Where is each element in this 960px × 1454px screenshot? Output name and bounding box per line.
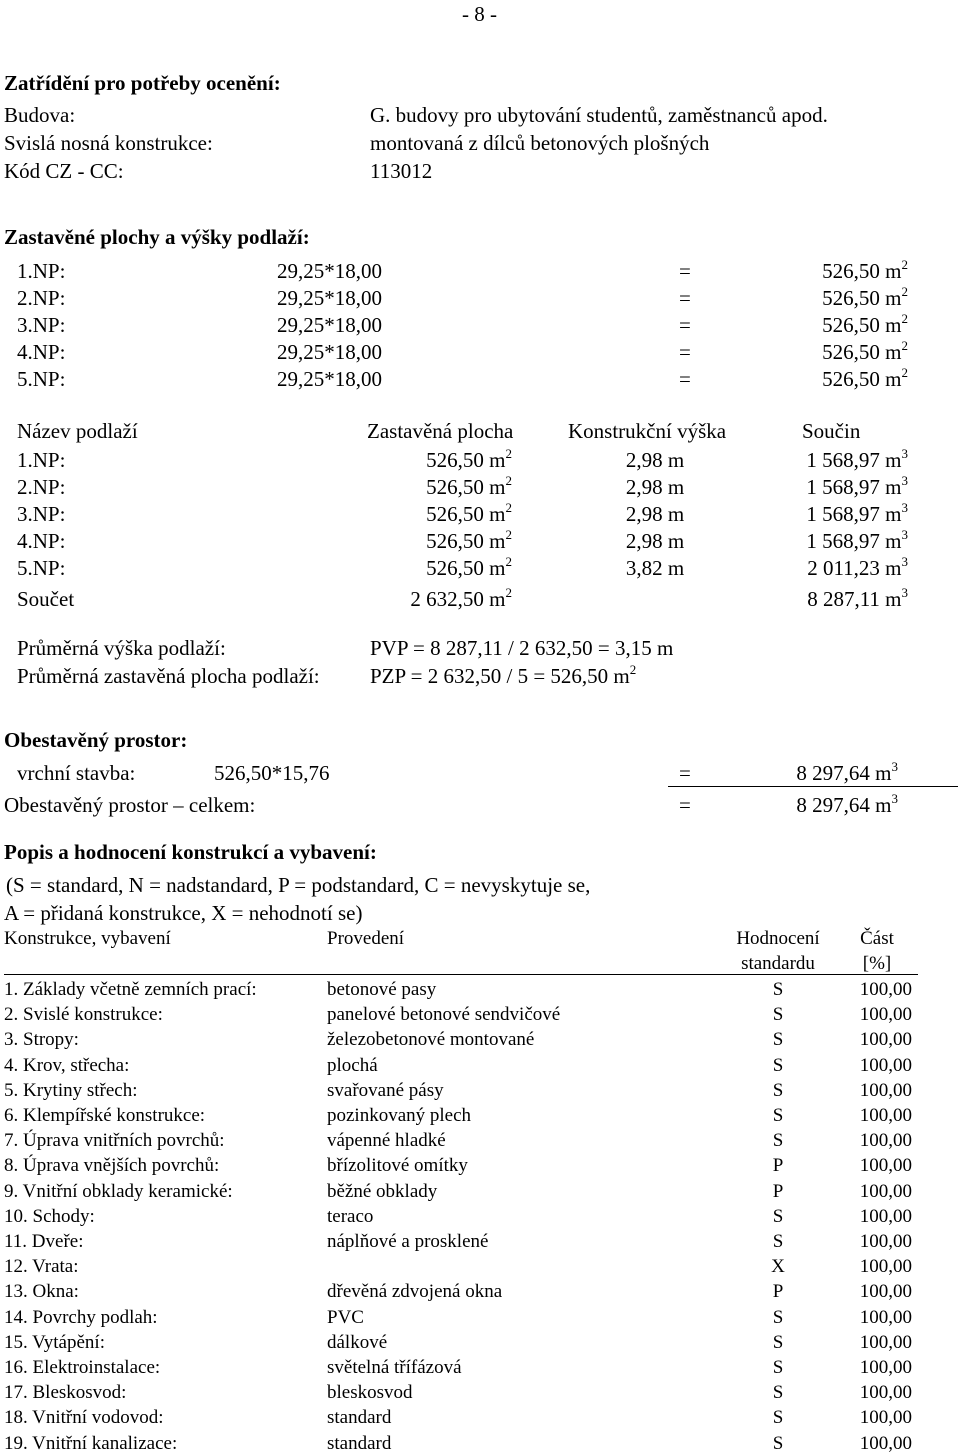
total-area: 2 632,50 $m^2$ [410,585,512,611]
construction-name: 15. Vytápění: [4,1331,105,1353]
construction-rating: S [772,1306,784,1328]
construction-share: 100,00 [859,1281,912,1303]
value-text: 526,50 m [822,367,902,391]
construction-share: 100,00 [859,1306,912,1328]
construction-rating: S [772,1407,784,1429]
volume-total-eq: = [679,793,691,817]
total-label: Součet [17,587,75,611]
volume-row-formula: 526,50*15,76 [214,761,330,785]
ftable-area [300,500,512,526]
unit-exponent: 2 [505,473,512,488]
construction-share: 100,00 [859,1432,912,1454]
building-value: G. budovy pro ubytování studentů, zaměstnanců apod. [370,103,828,127]
floor-area [700,311,908,337]
construction-name: 8. Úprava vnějších povrchů: [4,1155,220,1177]
construction-rating: S [772,1231,784,1252]
volume-row-label: vrchní stavba: [17,761,136,785]
value-text: 2 011,23 m [807,556,902,580]
value-text: 526,50 m [822,286,902,310]
ftable-product [650,446,908,472]
construction-rating: P [772,1155,784,1177]
construction-share: 100,00 [859,1004,912,1026]
unit-exponent: 2 [901,257,908,272]
construction-execution: teraco [327,1205,374,1227]
col-header-product: Součin [802,419,861,443]
ftable-area [300,527,512,553]
ftable-height: 2,98 m [625,502,685,526]
avg-height-value: PVP = 8 287,11 / 2 632,50 = 3,15 m [370,636,674,660]
value-text: 526,50 m [822,340,902,364]
floor-eq: = [679,286,691,310]
col-header-height: Konstrukční výška [568,419,727,443]
floor-area [700,365,908,391]
construction-execution: svařované pásy [327,1079,444,1101]
construction-share: 100,00 [859,1331,912,1353]
value-text: 526,50 m [822,313,902,337]
value-text: 526,50 m [426,556,506,580]
construction-execution: břízolitové omítky [327,1155,468,1177]
unit-exponent: 3 [901,446,908,461]
construction-name: 4. Krov, střecha: [4,1054,130,1076]
ftable-name: 3.NP: [17,502,66,526]
construction-share: 100,00 [859,979,912,1000]
construction-execution: dřevěná zdvojená okna [327,1281,503,1303]
construction-share: 100,00 [859,1357,912,1378]
construction-name: 5. Krytiny střech: [4,1079,138,1101]
construction-rating: S [772,1029,784,1051]
code-label: Kód CZ - CC: [4,159,124,183]
unit-exponent: 2 [505,446,512,461]
floor-name: 2.NP: [17,286,66,310]
value-text: 526,50 m [426,475,506,499]
floor-area [700,284,908,310]
unit-exponent: 3 [901,473,908,488]
construction-name: 11. Dveře: [4,1231,84,1252]
construction-share: 100,00 [859,1382,912,1404]
construction-share: 100,00 [859,1180,912,1202]
code-value: 113012 [370,159,433,183]
floor-eq: = [679,367,691,391]
value-text: 526,50 m [822,259,902,283]
value-text: 1 568,97 m [806,502,902,526]
avg-area-label: Průměrná zastavěná plocha podlaží: [17,664,320,688]
floor-eq: = [679,340,691,364]
construction-rating: S [772,1432,784,1454]
ftable-area [300,473,512,499]
unit-exponent: 3 [901,554,908,569]
construction-rating: P [772,1281,784,1303]
floor-formula: 29,25*18,00 [277,340,382,364]
construction-name: 19. Vnitřní kanalizace: [4,1432,178,1454]
floor-eq: = [679,259,691,283]
volume-total-value: 8 297,64 $m^3$ [796,791,898,817]
ftable-height: 2,98 m [625,475,685,499]
construction-rating: S [772,1105,784,1126]
construction-execution: bleskosvod [327,1382,413,1404]
value-text: 526,50 m [426,502,506,526]
construction-share: 100,00 [859,1155,912,1177]
construction-name: 18. Vnitřní vodovod: [4,1407,164,1429]
construction-name: 1. Základy včetně zemních prací: [4,979,257,1000]
floor-name: 5.NP: [17,367,66,391]
construction-name: 16. Elektroinstalace: [4,1357,161,1378]
ftable-height: 3,82 m [625,556,685,580]
construction-rating: S [772,1382,784,1404]
unit-exponent: 2 [901,311,908,326]
legend-line-2: A = přidaná konstrukce, X = nehodnotí se) [4,901,363,925]
construction-name: 3. Stropy: [4,1029,79,1051]
floor-name: 1.NP: [17,259,66,283]
floor-formula: 29,25*18,00 [277,313,382,337]
construction-execution: panelové betonové sendvičové [327,1004,561,1026]
value-text: 1 568,97 m [806,448,902,472]
ctable-header-share: Část [860,928,894,949]
ftable-area [300,554,512,580]
construction-name: 9. Vnitřní obklady keramické: [4,1180,233,1202]
col-header-name: Název podlaží [17,419,138,443]
construction-rating: S [772,1130,784,1152]
volume-total-label: Obestavěný prostor – celkem: [4,793,256,817]
ftable-name: 1.NP: [17,448,66,472]
construction-name: 2. Svislé konstrukce: [4,1004,163,1026]
construction-execution: plochá [327,1054,378,1076]
ftable-name: 5.NP: [17,556,66,580]
unit-exponent: 2 [901,284,908,299]
floor-name: 3.NP: [17,313,66,337]
construction-rating: S [772,1357,784,1378]
page-number: - 8 - [462,2,497,26]
ctable-header-rating: Hodnocení [736,928,820,949]
ctable-header-share-2: [%] [862,953,892,974]
value-text: 526,50 m [426,529,506,553]
total-product: 8 287,11 $m^3$ [807,585,908,611]
unit-exponent: 2 [901,365,908,380]
ctable-header-rating-2: standardu [741,953,815,974]
construction-name: 6. Klempířské konstrukce: [4,1105,206,1126]
ftable-height: 2,98 m [625,529,685,553]
volume-sum-line [668,786,958,787]
construction-rating: S [772,1079,784,1101]
construction-rating: S [772,979,784,1000]
classification-heading: Zatřídění pro potřeby ocenění: [4,71,281,95]
floor-area [700,257,908,283]
avg-height-label: Průměrná výška podlaží: [17,636,226,660]
construction-execution: železobetonové montované [327,1029,535,1051]
col-header-area: Zastavěná plocha [367,419,514,443]
construction-execution: náplňové a prosklené [327,1231,489,1252]
construction-share: 100,00 [859,1130,912,1152]
construction-name: 13. Okna: [4,1281,79,1303]
construction-name: 12. Vrata: [4,1256,79,1278]
construction-name: 10. Schody: [4,1205,95,1227]
value-text: 1 568,97 m [806,475,902,499]
floors-heading: Zastavěné plochy a výšky podlaží: [4,225,310,249]
ftable-product [650,527,908,553]
construction-name: 17. Bleskosvod: [4,1382,127,1404]
construction-share: 100,00 [859,1054,912,1076]
construction-rating: P [772,1180,784,1202]
ftable-product [650,554,908,580]
floor-name: 4.NP: [17,340,66,364]
ctable-header-construction: Konstrukce, vybavení [4,928,171,949]
construction-execution: betonové pasy [327,979,437,1000]
unit-exponent: 2 [505,500,512,515]
construction-share: 100,00 [859,1256,912,1278]
construction-execution: standard [327,1407,392,1429]
construction-execution: standard [327,1432,392,1454]
construction-rating: S [772,1054,784,1076]
floor-eq: = [679,313,691,337]
value-text: 1 568,97 m [806,529,902,553]
volume-heading: Obestavěný prostor: [4,728,188,752]
unit-exponent: 3 [901,527,908,542]
construction-rating: S [772,1205,784,1227]
ftable-name: 4.NP: [17,529,66,553]
value-text: 526,50 m [426,448,506,472]
structure-label: Svislá nosná konstrukce: [4,131,213,155]
construction-execution: běžné obklady [327,1180,438,1202]
construction-rating: X [771,1256,785,1278]
floor-area [700,338,908,364]
construction-name: 7. Úprava vnitřních povrchů: [4,1130,225,1152]
ftable-area [300,446,512,472]
legend-line-1: (S = standard, N = nadstandard, P = podstandard, C = nevyskytuje se, [6,873,591,897]
construction-execution: PVC [327,1306,364,1328]
constructions-heading: Popis a hodnocení konstrukcí a vybavení: [4,840,377,864]
building-label: Budova: [4,103,76,127]
construction-share: 100,00 [859,1105,912,1126]
unit-exponent: 3 [901,500,908,515]
volume-row-eq: = [679,761,691,785]
ctable-header-execution: Provedení [327,928,405,949]
volume-row-value: 8 297,64 $m^3$ [796,759,898,785]
construction-share: 100,00 [859,1407,912,1429]
construction-execution: vápenné hladké [327,1130,446,1152]
floor-formula: 29,25*18,00 [277,259,382,283]
ftable-height: 2,98 m [625,448,685,472]
unit-exponent: 2 [901,338,908,353]
construction-name: 14. Povrchy podlah: [4,1306,158,1328]
unit-exponent: 2 [505,527,512,542]
construction-share: 100,00 [859,1079,912,1101]
ftable-name: 2.NP: [17,475,66,499]
construction-share: 100,00 [859,1029,912,1051]
construction-execution: pozinkovaný plech [327,1105,472,1126]
ctable-header-line [4,974,918,975]
structure-value: montovaná z dílců betonových plošných [370,131,710,155]
construction-execution: světelná třífázová [327,1357,462,1378]
construction-rating: S [772,1004,784,1026]
ftable-product [650,500,908,526]
avg-area-value: PZP = 2 632,50 / 5 = 526,50 $m^2$ [370,662,637,688]
construction-execution: dálkové [327,1331,388,1353]
construction-rating: S [772,1331,784,1353]
unit-exponent: 2 [505,554,512,569]
construction-share: 100,00 [859,1205,912,1227]
floor-formula: 29,25*18,00 [277,286,382,310]
construction-share: 100,00 [859,1231,912,1252]
floor-formula: 29,25*18,00 [277,367,382,391]
ftable-product [650,473,908,499]
